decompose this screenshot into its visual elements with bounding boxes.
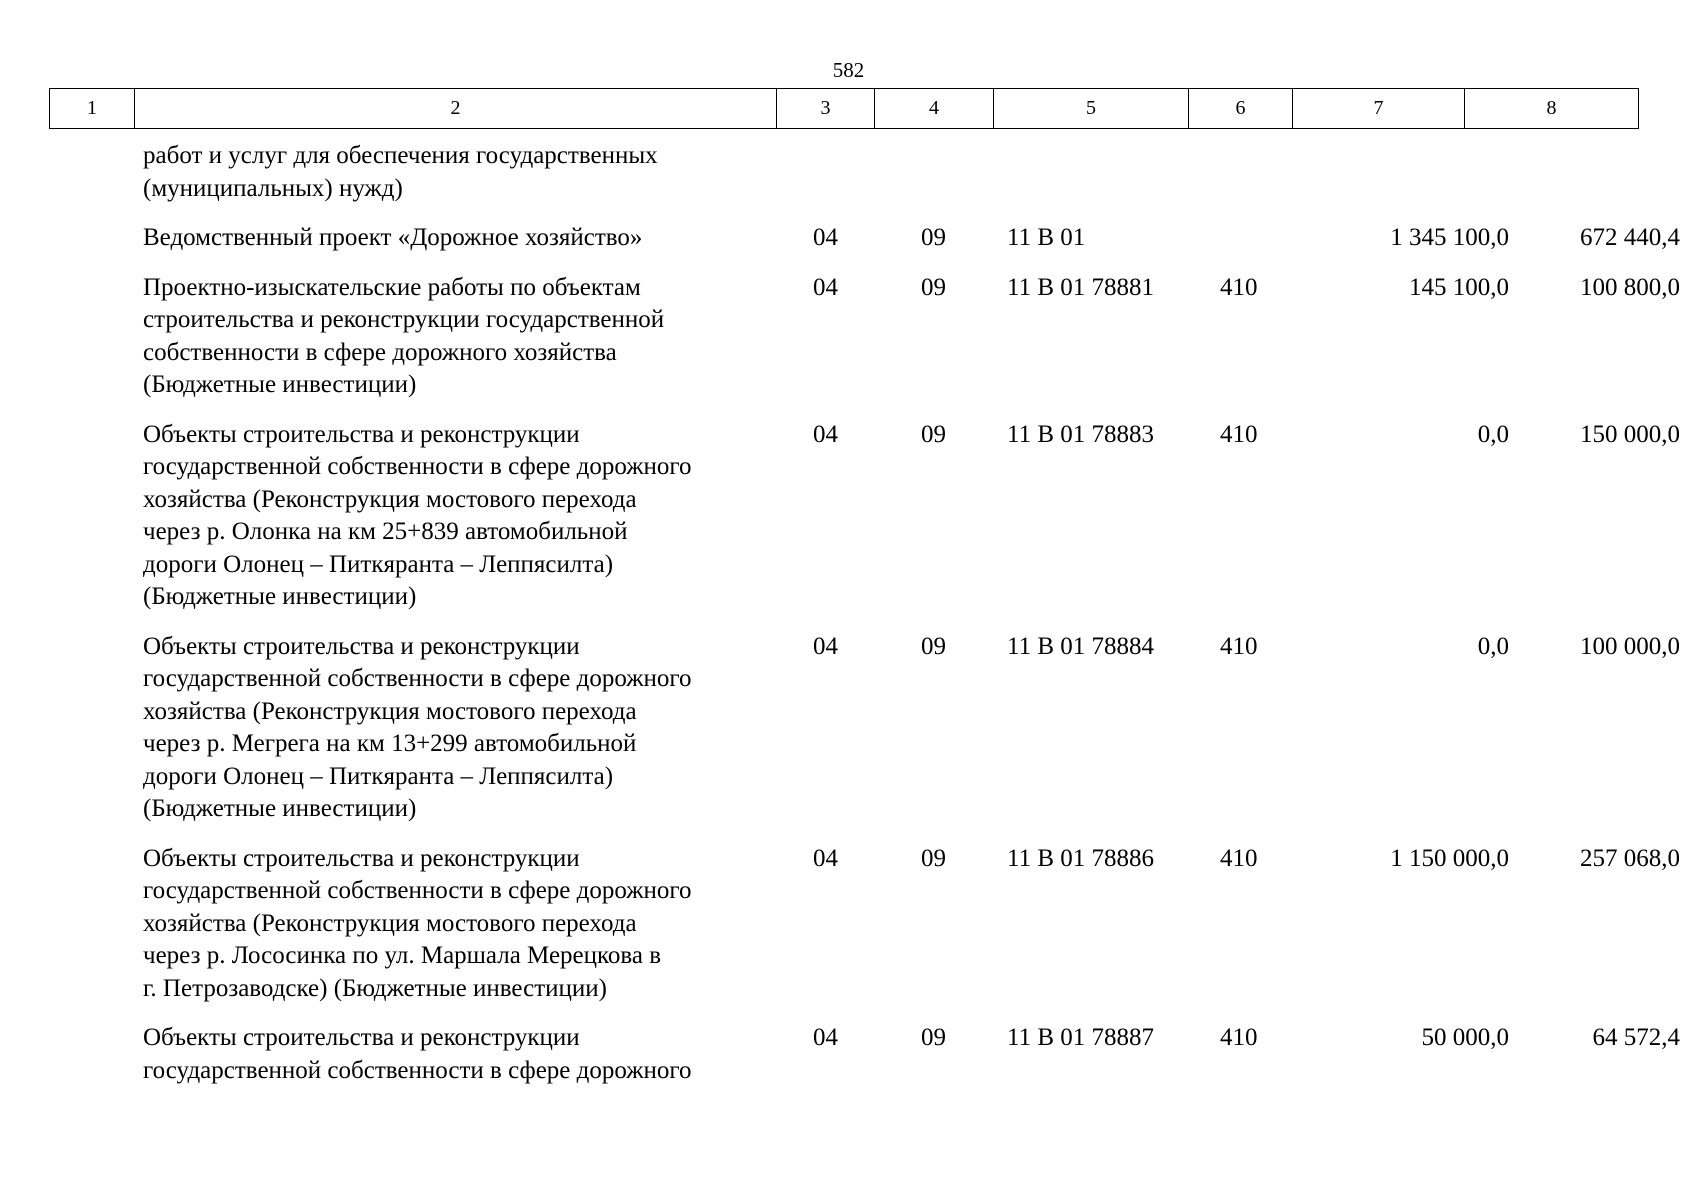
description-line: Объекты строительства и реконструкции — [143, 1024, 580, 1051]
page-number: 582 — [832, 58, 865, 82]
section-code: 04 — [813, 844, 838, 872]
row-description — [143, 140, 833, 205]
amount-col-8: 64 572,4 — [1592, 1024, 1680, 1051]
section-code: 04 — [813, 632, 838, 660]
description-line: Объекты строительства и реконструкции — [143, 420, 580, 448]
description-line: Ведомственный проект «Дорожное хозяйство» — [143, 224, 643, 251]
column-header-1: 1 — [50, 89, 135, 129]
table-row — [49, 222, 1680, 255]
row-description — [143, 1022, 833, 1087]
description-line: Объекты строительства и реконструкции — [143, 844, 580, 872]
expense-type-code: 410 — [1220, 632, 1258, 660]
description-line: государственной собственности в сфере дорожного — [143, 877, 692, 904]
description-line: дороги Олонец – Питкяранта – Леппясилта) — [143, 762, 614, 790]
table-row — [49, 140, 1638, 205]
column-header-7: 7 — [1293, 89, 1465, 129]
target-article-code: 11 В 01 78881 — [1007, 273, 1154, 301]
amount-col-8: 257 068,0 — [1580, 844, 1680, 872]
row-description — [143, 222, 833, 255]
description-line: (Бюджетные инвестиции) — [143, 371, 417, 398]
amount-col-7: 0,0 — [1477, 420, 1509, 448]
table-row — [49, 1022, 1680, 1087]
column-header-5: 5 — [994, 89, 1189, 129]
column-header-6: 6 — [1189, 89, 1293, 129]
table-row — [49, 419, 1680, 614]
description-line: собственности в сфере дорожного хозяйства — [143, 338, 617, 366]
target-article-code: 11 В 01 78886 — [1007, 844, 1154, 872]
description-line: Объекты строительства и реконструкции — [143, 632, 580, 660]
description-line: через р. Мегрега на км 13+299 автомобильной — [143, 730, 637, 757]
amount-col-8: 100 800,0 — [1580, 273, 1680, 301]
table-row — [49, 631, 1680, 826]
row-description — [143, 631, 833, 826]
description-line: государственной собственности в сфере дорожного — [143, 453, 692, 480]
amount-col-7: 0,0 — [1477, 632, 1509, 660]
subsection-code: 09 — [921, 844, 946, 872]
amount-col-7: 1 150 000,0 — [1390, 844, 1509, 872]
description-line: работ и услуг для обеспечения государственных — [143, 142, 658, 169]
description-line: государственной собственности в сфере дорожного — [143, 665, 692, 692]
section-code: 04 — [813, 224, 838, 251]
target-article-code: 11 В 01 — [1007, 224, 1086, 251]
description-line: хозяйства (Реконструкция мостового перехода — [143, 697, 637, 725]
description-line: г. Петрозаводске) (Бюджетные инвестиции) — [143, 974, 608, 1002]
description-line: строительства и реконструкции государственной — [143, 306, 665, 333]
amount-col-7: 145 100,0 — [1409, 273, 1509, 301]
expense-type-code: 410 — [1220, 1024, 1258, 1051]
description-line: Проектно-изыскательские работы по объектам — [143, 273, 641, 301]
amount-col-7: 50 000,0 — [1421, 1024, 1509, 1051]
table-row — [49, 272, 1680, 402]
section-code: 04 — [813, 420, 838, 448]
row-description — [143, 272, 833, 402]
target-article-code: 11 В 01 78883 — [1007, 420, 1154, 448]
subsection-code: 09 — [921, 224, 946, 251]
description-line: через р. Олонка на км 25+839 автомобильной — [143, 518, 628, 545]
subsection-code: 09 — [921, 1024, 946, 1051]
section-code: 04 — [813, 1024, 838, 1051]
column-header-3: 3 — [777, 89, 875, 129]
target-article-code: 11 В 01 78887 — [1007, 1024, 1154, 1051]
amount-col-7: 1 345 100,0 — [1390, 224, 1509, 251]
description-line: через р. Лососинка по ул. Маршала Мерецкова в — [143, 942, 662, 969]
amount-col-8: 100 000,0 — [1580, 632, 1680, 660]
row-description — [143, 843, 833, 1006]
column-header-2: 2 — [135, 89, 777, 129]
column-header-8: 8 — [1465, 89, 1639, 129]
description-line: (Бюджетные инвестиции) — [143, 583, 417, 610]
amount-col-8: 150 000,0 — [1580, 420, 1680, 448]
table-row — [49, 843, 1680, 1006]
target-article-code: 11 В 01 78884 — [1007, 632, 1154, 660]
budget-rows — [49, 140, 1680, 1104]
subsection-code: 09 — [921, 273, 946, 301]
expense-type-code: 410 — [1220, 844, 1258, 872]
column-header-4: 4 — [875, 89, 994, 129]
column-header-table — [49, 88, 1639, 129]
description-line: (Бюджетные инвестиции) — [143, 795, 417, 822]
expense-type-code: 410 — [1220, 420, 1258, 448]
subsection-code: 09 — [921, 420, 946, 448]
expense-type-code: 410 — [1220, 273, 1258, 301]
description-line: хозяйства (Реконструкция мостового перехода — [143, 909, 637, 937]
subsection-code: 09 — [921, 632, 946, 660]
amount-col-8: 672 440,4 — [1580, 224, 1680, 251]
row-description — [143, 419, 833, 614]
description-line: дороги Олонец – Питкяранта – Леппясилта) — [143, 550, 614, 578]
description-line: государственной собственности в сфере дорожного — [143, 1056, 692, 1084]
description-line: хозяйства (Реконструкция мостового перехода — [143, 485, 637, 513]
description-line: (муниципальных) нужд) — [143, 174, 403, 202]
section-code: 04 — [813, 273, 838, 301]
